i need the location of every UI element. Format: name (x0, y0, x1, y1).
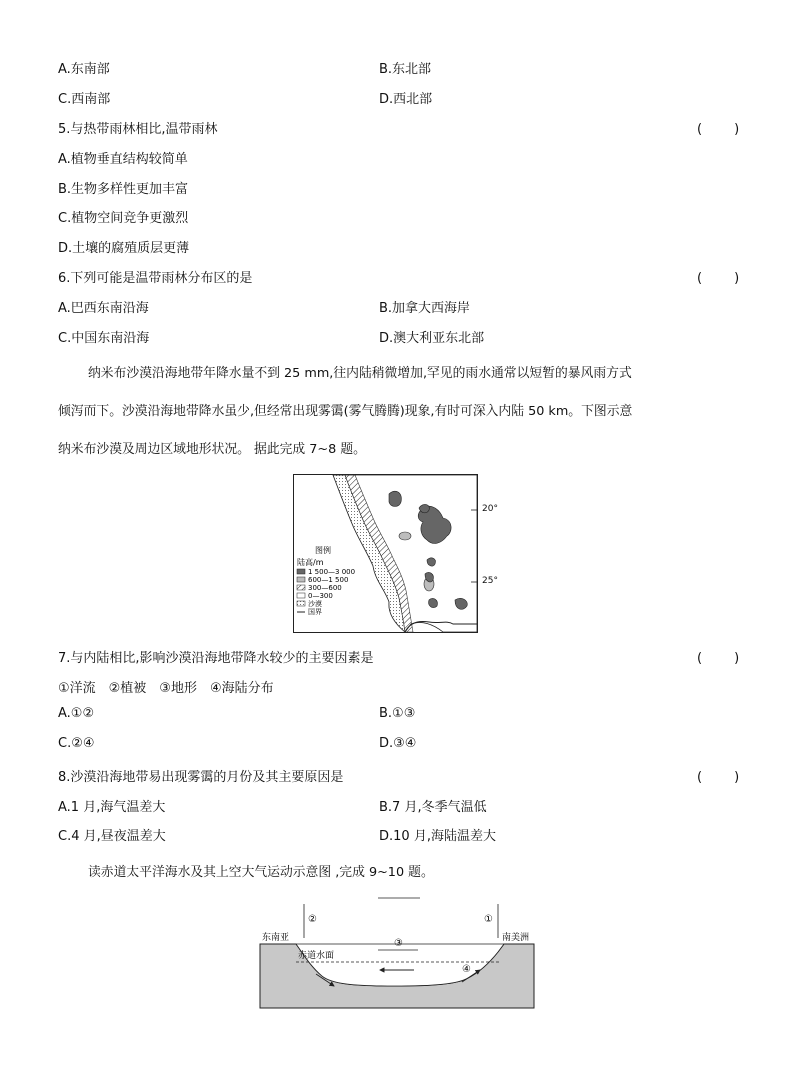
pacific-circulation-diagram (254, 892, 538, 1010)
legend-label-1500-3000: 1 500—3 000 (308, 568, 356, 576)
q5-option-d: D.土壤的腐殖质层更薄 (58, 241, 190, 256)
legend-label-desert: 沙漠 (308, 600, 322, 608)
q8-stem: 8.沙漠沿海地带易出现雾霭的月份及其主要原因是 (58, 770, 344, 785)
q6-stem: 6.下列可能是温带雨林分布区的是 (58, 271, 253, 286)
q8-option-a: A.1 月,海气温差大 (58, 800, 166, 815)
q7-option-b: B.①③ (379, 706, 416, 721)
q7-stem: 7.与内陆相比,影响沙漠沿海地带降水较少的主要因素是 (58, 651, 374, 666)
equator-surface-label: 赤道水面 (298, 951, 335, 961)
legend-swatch-300-600 (297, 585, 305, 590)
legend-label-600-1500: 600—1 500 (308, 576, 349, 584)
elevation-1500-3000-patch (389, 491, 401, 506)
q7-factors: ①洋流 ②植被 ③地形 ④海陆分布 (58, 681, 274, 696)
q5-option-b: B.生物多样性更加丰富 (58, 182, 189, 197)
q4-option-b: B.东北部 (379, 62, 432, 77)
q6-option-a: A.巴西东南沿海 (58, 301, 149, 316)
legend-subtitle: 陆高/m (297, 558, 324, 567)
diagram-svg (254, 892, 538, 1010)
q5-option-a: A.植物垂直结构较简单 (58, 152, 188, 167)
legend-label-border: 国界 (308, 608, 322, 616)
elevation-600-1500-patch (399, 532, 411, 540)
q7-answer-paren: ( ) (697, 651, 742, 666)
q6-option-c: C.中国东南沿海 (58, 331, 150, 346)
q8-option-c: C.4 月,昼夜温差大 (58, 829, 166, 844)
passage1-line3: 纳米布沙漠及周边区域地形状况。 据此完成 7~8 题。 (58, 442, 366, 457)
passage2-line1: 读赤道太平洋海水及其上空大气运动示意图 ,完成 9~10 题。 (88, 865, 434, 880)
passage1-line2: 倾泻而下。沙漠沿海地带降水虽少,但经常出现雾霭(雾气腾腾)现象,有时可深入内陆 50 km。下图示意 (58, 404, 633, 419)
q5-stem: 5.与热带雨林相比,温带雨林 (58, 122, 218, 137)
q7-option-d: D.③④ (379, 736, 417, 751)
q6-answer-paren: ( ) (697, 271, 742, 286)
q4-option-d: D.西北部 (379, 92, 433, 107)
legend-swatch-1500-3000 (297, 569, 305, 574)
legend-swatch-0-300 (297, 593, 305, 598)
legend-swatch-600-1500 (297, 577, 305, 582)
q5-answer-paren: ( ) (697, 122, 742, 137)
passage1-line1: 纳米布沙漠沿海地带年降水量不到 25 mm,往内陆稍微增加,罕见的雨水通常以短暂的暴风雨方式 (88, 366, 632, 381)
legend-swatch-desert (297, 601, 305, 606)
q8-option-d: D.10 月,海陆温差大 (379, 829, 496, 844)
q4-option-c: C.西南部 (58, 92, 111, 107)
legend-title: 图例 (315, 546, 331, 555)
q4-option-a: A.东南部 (58, 62, 110, 77)
namib-terrain-map (293, 474, 478, 633)
q8-option-b: B.7 月,冬季气温低 (379, 800, 487, 815)
lat-25-label: 25° (482, 576, 498, 586)
lat-20-label: 20° (482, 504, 498, 514)
q6-option-d: D.澳大利亚东北部 (379, 331, 485, 346)
q8-answer-paren: ( ) (697, 770, 742, 785)
label-2: ② (308, 914, 317, 925)
q5-option-c: C.植物空间竞争更激烈 (58, 211, 189, 226)
south-america-label: 南美洲 (502, 933, 530, 943)
label-1: ① (484, 914, 493, 925)
label-4: ④ (462, 964, 471, 975)
elevation-1500-3000-patch (429, 598, 438, 607)
map-svg (293, 474, 478, 633)
southeast-asia-label: 东南亚 (262, 933, 290, 943)
q6-option-b: B.加拿大西海岸 (379, 301, 471, 316)
legend-label-300-600: 300—600 (308, 584, 342, 592)
q7-option-c: C.②④ (58, 736, 95, 751)
legend-label-0-300: 0—300 (308, 592, 333, 600)
label-3: ③ (394, 938, 403, 949)
q7-option-a: A.①② (58, 706, 95, 721)
